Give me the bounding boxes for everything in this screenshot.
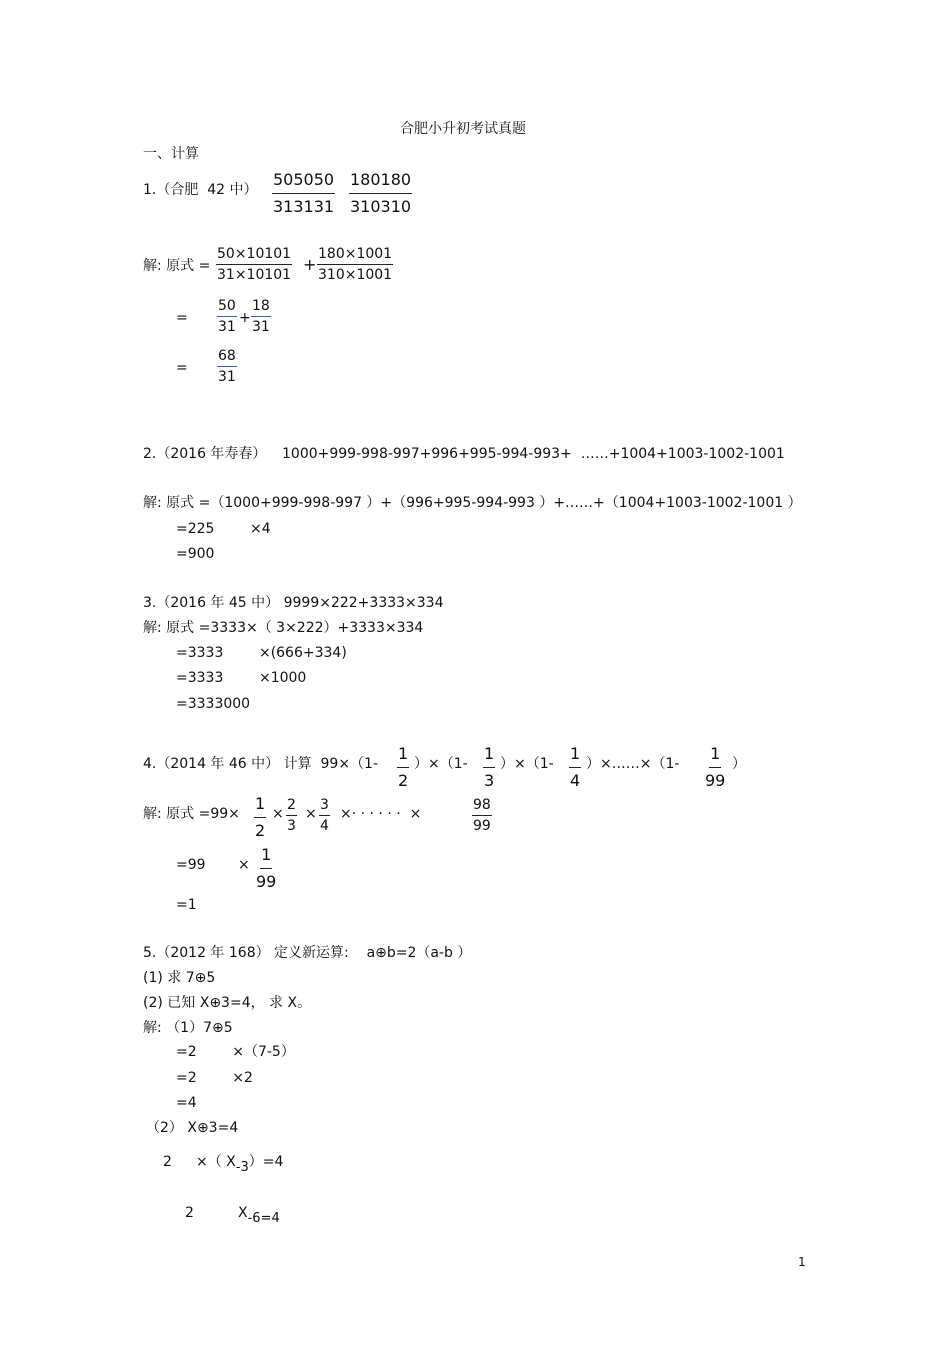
equals-sign: = (176, 310, 188, 326)
q1-step1-fraction-2 (317, 246, 393, 283)
q5-step-3: =4 (176, 1095, 197, 1111)
denominator: 3 (484, 771, 495, 790)
q2-solution: 解: 原式 =（1000+999-998-997 ）+（996+995-994-993 ）+……+（1004+1003-1002-1001 ） (143, 495, 802, 511)
denominator: 99 (256, 872, 277, 891)
q3-label: 3.（2016 年 45 中） 9999×222+3333×334 (143, 595, 444, 611)
q4-step-2: =1 (176, 897, 197, 913)
q4-operator: ） (732, 756, 746, 772)
q1-fraction-2 (349, 171, 412, 216)
q1-fraction-1 (272, 171, 335, 216)
q5-part-2: (2) 已知 X⊕3=4， 求 X。 (143, 995, 312, 1011)
q4-sol-fraction-4 (472, 797, 492, 834)
numerator: 1 (709, 745, 721, 768)
q4-dots: ×· · · · · · × (340, 806, 422, 822)
q4-label: 4.（2014 年 46 中） 计算 99×（1- (143, 756, 379, 772)
q5-label: 5.（2012 年 168） 定义新运算: a⊕b=2（a-b ） (143, 945, 472, 961)
numerator: 50×10101 (216, 246, 292, 265)
q5-solution: 解: （1）7⊕5 (143, 1020, 233, 1036)
numerator: 180180 (349, 171, 412, 194)
q1-solution-label: 解: 原式 = (143, 258, 211, 274)
plus-sign: + (239, 310, 251, 326)
q4-operator: ）×……×（1- (586, 756, 680, 772)
numerator: 180×1001 (317, 246, 393, 265)
times-sign: × (238, 857, 250, 873)
q4-fraction-1 (397, 745, 409, 790)
q5-part2-step2-b: X-6=4 (238, 1205, 280, 1226)
q3-solution: 解: 原式 =3333×（ 3×222）+3333×334 (143, 620, 424, 636)
denominator: 31 (218, 319, 236, 335)
denominator: 31 (252, 319, 270, 335)
q1-label: 1.（合肥 42 中） (143, 182, 258, 198)
q5-part2-step1-b: ×（ X-3）=4 (196, 1154, 284, 1175)
q4-solution-label: 解: 原式 =99× (143, 806, 240, 822)
q5-part-1: (1) 求 7⊕5 (143, 970, 216, 986)
denominator: 4 (320, 818, 329, 834)
q2-step-2: =900 (176, 546, 215, 562)
denominator: 310×1001 (318, 267, 393, 283)
denominator: 31 (218, 369, 236, 385)
q5-part2-step2-a: 2 (185, 1205, 194, 1221)
q1-step2-fraction-1 (217, 298, 237, 335)
q3-step-3: =3333000 (176, 696, 251, 712)
q2-step-1: =225 ×4 (176, 521, 271, 537)
q5-part2-step1-a: 2 (163, 1154, 172, 1170)
q4-step1-fraction (256, 846, 276, 891)
numerator: 3 (319, 797, 330, 816)
denominator: 31×10101 (217, 267, 292, 283)
numerator: 1 (397, 745, 409, 768)
numerator: 18 (251, 298, 271, 317)
q3-step-1: =3333 ×(666+334) (176, 645, 347, 661)
q1-step1-fraction-1 (216, 246, 292, 283)
q4-operator: ）×（1- (414, 756, 468, 772)
q4-sol-fraction-2 (286, 797, 297, 834)
q4-fraction-2 (483, 745, 495, 790)
q5-part2-heading: （2） X⊕3=4 (146, 1120, 239, 1136)
section-heading: 一、计算 (143, 146, 199, 162)
q2-expression: 1000+999-998-997+996+995-994-993+ ……+1004+1003-1002-1001 (282, 446, 785, 462)
times-sign: × (305, 806, 317, 822)
numerator: 98 (472, 797, 492, 816)
q4-fraction-3 (569, 745, 581, 790)
numerator: 50 (217, 298, 237, 317)
numerator: 1 (483, 745, 495, 768)
numerator: 68 (217, 348, 237, 367)
page-number: 1 (798, 1255, 806, 1269)
numerator: 505050 (272, 171, 335, 194)
q5-step-1: =2 ×（7-5） (176, 1044, 295, 1060)
denominator: 99 (473, 818, 491, 834)
numerator: 1 (569, 745, 581, 768)
denominator: 310310 (350, 197, 412, 216)
numerator: 2 (286, 797, 297, 816)
numerator: 1 (260, 846, 272, 869)
q4-operator: ）×（1- (500, 756, 554, 772)
q4-sol-fraction-3 (319, 797, 330, 834)
denominator: 2 (398, 771, 409, 790)
denominator: 99 (705, 771, 726, 790)
q3-step-2: =3333 ×1000 (176, 670, 307, 686)
numerator: 1 (254, 795, 266, 818)
denominator: 4 (570, 771, 581, 790)
q1-step2-fraction-2 (251, 298, 271, 335)
q5-step-2: =2 ×2 (176, 1070, 253, 1086)
denominator: 3 (287, 818, 296, 834)
plus-sign: + (303, 255, 317, 274)
denominator: 313131 (273, 197, 335, 216)
times-sign: × (272, 806, 284, 822)
q1-step3-fraction (217, 348, 237, 385)
q4-sol-fraction-1 (254, 795, 266, 840)
equals-sign: = (176, 360, 188, 376)
q2-label: 2.（2016 年寿春） (143, 446, 267, 462)
q4-step-1: =99 (176, 857, 206, 873)
denominator: 2 (255, 821, 266, 840)
page-title: 合肥小升初考试真题 (400, 121, 526, 137)
q4-fraction-4 (705, 745, 725, 790)
